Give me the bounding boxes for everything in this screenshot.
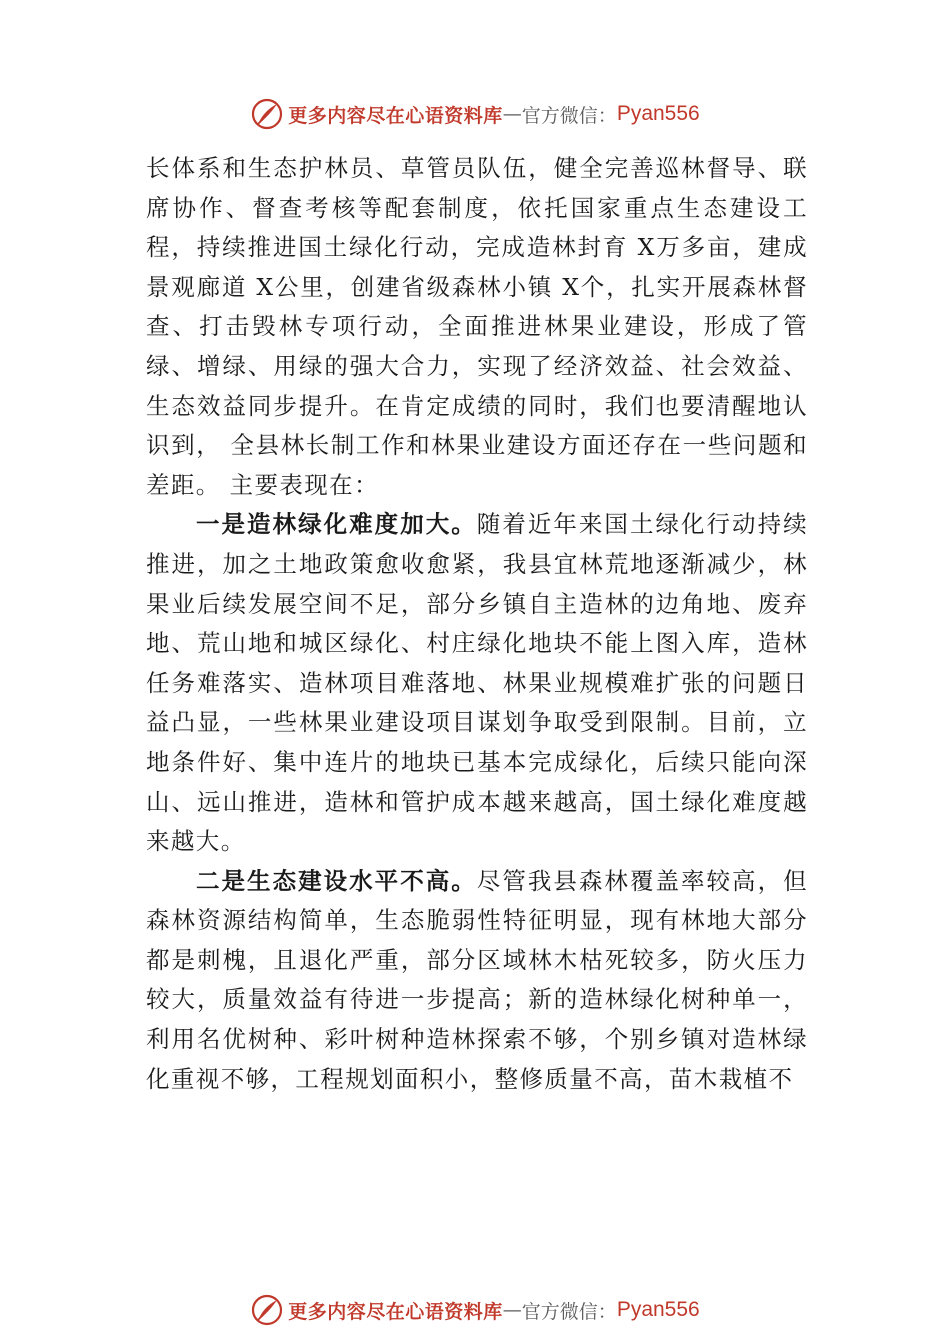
- header-brand-text: 更多内容尽在心语资料库: [288, 104, 503, 127]
- paragraph-intro: 长体系和生态护林员、草管员队伍，健全完善巡林督导、联席协作、督查考核等配套制度，依托国家重点生态建设工程，持续推进国土绿化行动，完成造林封育 X万多亩，建成景观廊道 X公里，创建省级森林小镇 X个，扎实开展森林督查、打击毁林专项行动，全面推进林果业建设，形成了管绿、增绿、用绿的强大合力，实现了经济效益、社会效益、生态效益同步提升。在肯定成绩的同时，我们也要清醒地认识到， 全县林长制工作和林果业建设方面还存在一些问题和差距。 主要表现在：: [146, 154, 808, 499]
- document-body: [146, 149, 808, 1099]
- header-official-label: 官方微信：: [521, 104, 617, 127]
- paragraph-afforestation-text: 随着近年来国土绿化行动持续推进，加之土地政策愈收愈紧，我县宜林荒地逐渐减少，林果业后续发展空间不足，部分乡镇自主造林的边角地、废弃地、荒山地和城区绿化、村庄绿化地块不能上图入库，造林任务难落实、造林项目难落地、林果业规模难扩张的问题日益凸显，一些林果业建设项目谋划争取受到限制。目前，立地条件好、集中连片的地块已基本完成绿化，后续只能向深山、远山推进，造林和管护成本越来越高，国土绿化难度越来越大。: [146, 510, 809, 856]
- header-banner: [0, 94, 950, 134]
- feather-pen-seal-icon: [250, 97, 284, 131]
- feather-pen-seal-icon: [250, 1293, 284, 1327]
- footer-brand-text: 更多内容尽在心语资料库: [288, 1300, 503, 1323]
- header-dash: —: [502, 103, 522, 125]
- footer-official-label: 官方微信：: [521, 1300, 617, 1323]
- paragraph-ecology: [146, 862, 808, 1100]
- footer-banner: [0, 1290, 950, 1330]
- paragraph-afforestation-heading: 一是造林绿化难度加大。: [196, 510, 477, 539]
- paragraph-afforestation: [146, 505, 808, 861]
- header-wechat-id: Pyan556: [616, 102, 700, 125]
- paragraph-ecology-heading: 二是生态建设水平不高。: [196, 866, 477, 895]
- footer-dash: —: [502, 1299, 522, 1321]
- footer-wechat-id: Pyan556: [616, 1298, 700, 1321]
- paragraph-ecology-text: 尽管我县森林覆盖率较高，但森林资源结构简单，生态脆弱性特征明显，现有林地大部分都是刺槐，且退化严重，部分区域林木枯死较多，防火压力较大，质量效益有待进一步提高；新的造林绿化树种单一， 利用名优树种、彩叶树种造林探索不够，个别乡镇对造林绿化重视不够，工程规划面积小，整修质量不高，苗木栽植不: [146, 866, 809, 1093]
